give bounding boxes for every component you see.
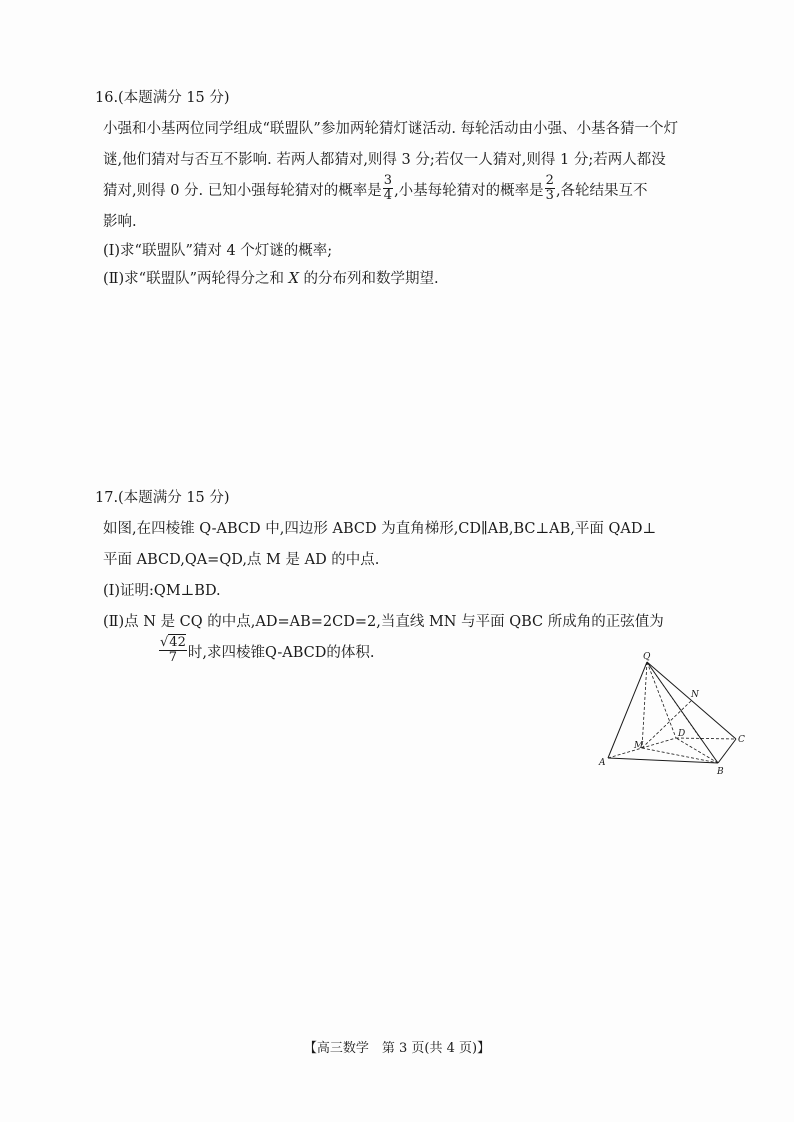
edge-MB-hidden	[642, 748, 718, 763]
question-16-part-1: (Ⅰ)求“联盟队”猜对 4 个灯谜的概率;	[103, 243, 333, 259]
vertex-label-A: A	[599, 758, 606, 768]
fraction-denominator: 7	[168, 649, 178, 665]
question-16-line-3-b: ,小基每轮猜对的概率是	[394, 183, 544, 199]
question-17-part-2-text: 时,求四棱锥Q-ABCD的体积.	[187, 645, 375, 661]
edge-QM-hidden	[642, 662, 647, 748]
pyramid-diagram	[590, 645, 760, 780]
question-17-line-2: 平面 ABCD,QA=QD,点 M 是 AD 的中点.	[103, 552, 380, 568]
fraction-numerator: 3	[383, 172, 393, 188]
edge-QC	[647, 662, 736, 739]
vertex-label-B: B	[717, 767, 724, 777]
page-footer: 【高三数学 第 3 页(共 4 页)】	[303, 1041, 491, 1056]
question-16-line-1: 小强和小基两位同学组成“联盟队”参加两轮猜灯谜活动. 每轮活动由小强、小基各猜一个灯	[103, 121, 679, 137]
question-17-part-1: (Ⅰ)证明:QM⊥BD.	[103, 583, 221, 599]
vertex-label-Q: Q	[643, 652, 651, 662]
edge-BC	[718, 739, 736, 763]
vertex-label-N: N	[691, 690, 699, 700]
vertex-label-D: D	[678, 729, 686, 739]
edge-AB	[608, 758, 718, 763]
radicand: 42	[169, 634, 186, 650]
question-17-part-2-line-1: (Ⅱ)点 N 是 CQ 的中点,AD=AB=2CD=2,当直线 MN 与平面 QBC 所成角的正弦值为	[103, 614, 664, 630]
question-16-line-3-a: 猜对,则得 0 分. 已知小强每轮猜对的概率是	[103, 183, 382, 199]
vertex-label-M: M	[634, 741, 644, 751]
vertex-label-C: C	[738, 735, 745, 745]
question-17-line-1: 如图,在四棱锥 Q-ABCD 中,四边形 ABCD 为直角梯形,CD∥AB,BC⊥AB,平面 QAD⊥	[103, 521, 657, 537]
fraction-denominator: 4	[383, 187, 393, 203]
question-16-line-2: 谜,他们猜对与否互不影响. 若两人都猜对,则得 3 分;若仅一人猜对,则得 1 分;若两人都没	[103, 152, 666, 168]
edge-QD-hidden	[647, 662, 676, 738]
question-16-header: 16.(本题满分 15 分)	[95, 90, 230, 106]
variable-x: X	[288, 271, 299, 287]
fraction-three-quarters	[383, 174, 393, 203]
question-17-header: 17.(本题满分 15 分)	[95, 490, 230, 506]
question-16-part-2-a: (Ⅱ)求“联盟队”两轮得分之和	[103, 271, 289, 287]
fraction-root42-over-7	[159, 636, 187, 665]
question-16-part-2-b: 的分布列和数学期望.	[298, 271, 439, 287]
fraction-numerator: 2	[545, 172, 554, 188]
question-16-part-2	[103, 264, 753, 294]
question-17	[95, 483, 753, 669]
question-16-line-4: 影响.	[103, 214, 137, 230]
fraction-denominator: 3	[545, 187, 554, 203]
fraction-two-thirds	[545, 174, 555, 203]
fraction-numerator: √42	[160, 634, 186, 650]
question-16-line-3	[103, 172, 753, 207]
question-16	[95, 83, 753, 294]
question-16-line-3-c: ,各轮结果互不	[555, 183, 648, 199]
